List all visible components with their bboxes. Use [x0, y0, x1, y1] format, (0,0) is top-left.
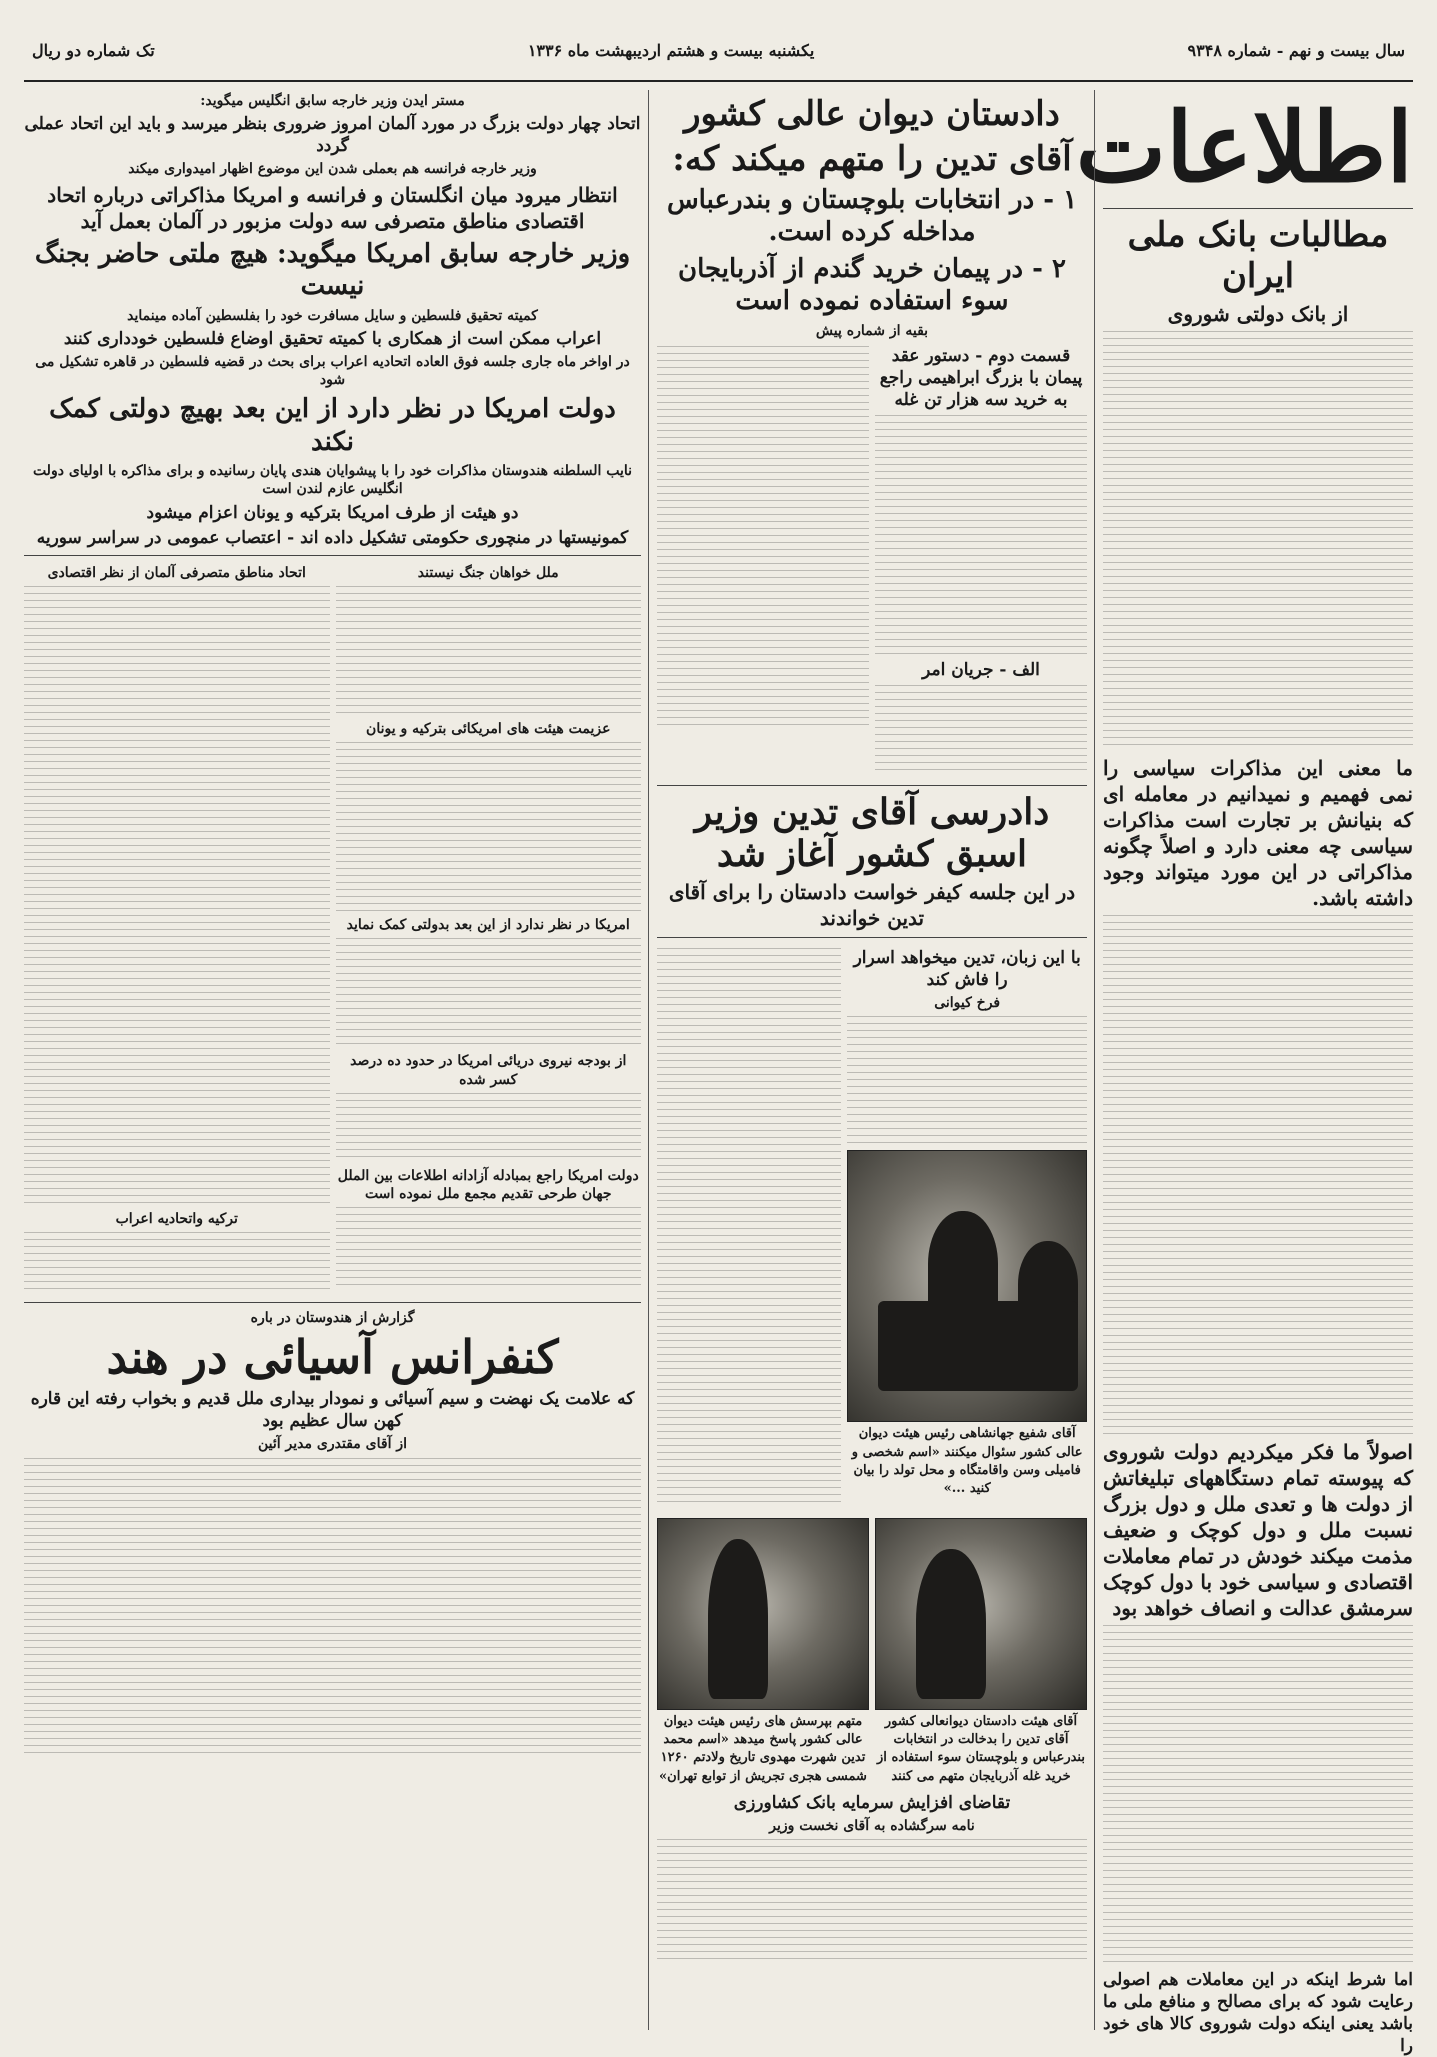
subhead-nations-war: ملل خواهان جنگ نیستند	[417, 564, 559, 581]
headline-missions: دو هیئت از طرف امریکا بترکیه و یونان اعزام میشود	[146, 502, 519, 523]
byline-keyvani: فرخ کیوانی	[934, 995, 1001, 1012]
subhead-course: الف - جریان امر	[922, 660, 1040, 681]
kicker-eden: مستر ایدن وزیر خارجه سابق انگلیس میگوید:	[200, 93, 465, 109]
continued-note: بقیه از شماره پیش	[815, 322, 929, 339]
price: تک شماره دو ریال	[32, 40, 155, 60]
subhead-india-viceroy: نایب السلطنه هندوستان مذاکرات خود را با پیشوایان هندی پایان رسانیده و برای مذاکره با اولیای دولت انگلیس عازم لندن است	[32, 463, 633, 498]
headline-trial-begins: دادرسی آقای تدین وزیر اسبق کشور آغاز شد	[694, 791, 1050, 875]
header-strip	[24, 20, 1413, 82]
photo-court-session	[847, 1150, 1087, 1422]
photo-prosecutor	[875, 1518, 1087, 1710]
headline-manchuria: کمونیستها در منچوری حکومتی تشکیل داده اند - اعتصاب عمومی در سراسر سوریه	[36, 527, 629, 548]
headline-economic-union: انتظار میرود میان انگلستان و فرانسه و امریکا مذاکراتی درباره اتحاد اقتصادی مناطق متصرفی سه دولت مزبور در آلمان بعمل آید	[47, 182, 618, 233]
left-column	[24, 90, 641, 2030]
body-text-block	[657, 948, 841, 1508]
headline-bank-claims: مطالبات بانک ملی ایران	[1127, 215, 1389, 296]
subhead-france: وزیر خارجه فرانسه هم بعملی شدن این موضوع اظهار امیدواری میکند	[128, 161, 537, 178]
headline-four-powers: اتحاد چهار دولت بزرگ در مورد آلمان امروز ضروری بنظر میرسد و باید این اتحاد عملی گردد	[24, 114, 641, 157]
charge-two: ۲ - در پیمان خرید گندم از آذربایجان سوء استفاده نموده است	[678, 253, 1066, 317]
body-text-block	[336, 742, 642, 912]
subhead-navy-budget: از بودجه نیروی دریائی امریکا در حدود ده درصد کسر شده	[350, 1053, 627, 1088]
masthead-title: اطلاعات	[1075, 91, 1413, 204]
caption-prosecutor: آقای هیئت دادستان دیوانعالی کشور آقای تدین را بدخالت در انتخابات بندرعباس و بلوچستان سوء استفاده از خرید غله آذربایجان متهم می کنند	[877, 1713, 1085, 1784]
subhead-missions: عزیمت هیئت های امریکائی بترکیه و یونان	[366, 720, 611, 737]
subhead-closing: اما شرط اینکه در این معاملات هم اصولی رعایت شود که برای مصالح و منافع ملی ما باشد یعنی اینکه دولت شوروی کالا های خود را	[1103, 1969, 1413, 2056]
body-text-block	[1103, 331, 1413, 751]
body-text-block	[1103, 1625, 1413, 1965]
subhead-no-aid: امریکا در نظر ندارد از این بعد بدولتی کمک نماید	[346, 917, 630, 934]
subhead-info-exchange: دولت امریکا راجع بمبادله آزادانه اطلاعات بین الملل جهان طرحی تقدیم مجمع ملل نموده است	[337, 1167, 639, 1202]
caption-defendant: متهم بپرسش های رئیس هیئت دیوان عالی کشور پاسخ میدهد «اسم محمد تدین شهرت مهدوی تاریخ ولادتم ۱۲۶۰ شمسی هجری تجریش از توابع تهران»	[659, 1713, 867, 1784]
subhead-open-letter: نامه سرگشاده به آقای نخست وزیر	[769, 1817, 975, 1834]
newspaper-page	[24, 20, 1413, 2056]
subhead-arab-league: در اواخر ماه جاری جلسه فوق العاده اتحادیه اعراب برای بحث در قضیه فلسطین در قاهره تشکیل می شود	[35, 353, 630, 389]
headline-bank-claims-sub: از بانک دولتی شوروی	[1167, 301, 1349, 326]
body-text-block	[336, 938, 642, 1048]
headline-us-aid: دولت امریکا در نظر دارد از این بعد بهیچ دولتی کمک نکند	[49, 394, 616, 457]
subhead-asian-awakening: که علامت یک نهضت و سیم آسیائی و نمودار بیداری ملل قدیم و بخواب رفته این قاره کهن سال عظیم بود	[30, 1389, 635, 1432]
headline-prosecutor: دادستان دیوان عالی کشور	[684, 94, 1060, 134]
body-text-block	[657, 346, 869, 726]
photo-defendant	[657, 1518, 869, 1710]
headline-trial-sub: در این جلسه کیفر خواست دادستان را برای آقای تدین خواندند	[668, 879, 1076, 930]
subhead-soviet-justice: اصولاً ما فکر میکردیم دولت شوروی که پیوسته تمام دستگاههای تبلیغاتش از دولت ها و تعدی ملل و دول بزرگ نسبت ملل و دول کوچک و ضعیف مذمت میکند خودش در تمام معاملات اقتصادی و سیاسی خود با دول کوچک سرمشق عدالت و انصاف خواهد بود	[1103, 1439, 1413, 1620]
subhead-turkey-arabs: ترکیه واتحادیه اعراب	[115, 1210, 238, 1227]
body-text-block	[336, 586, 642, 716]
caption-court-session: آقای شفیع جهانشاهی رئیس هیئت دیوان عالی کشور سئوال میکنند «اسم شخصی و فامیلی وسن واقامتگاه و محل تولد را بیان کنید ...»	[851, 1426, 1083, 1496]
body-text-block	[24, 586, 330, 1206]
body-text-block	[875, 415, 1087, 655]
kicker-india-report: گزارش از هندوستان در باره	[250, 1310, 415, 1327]
body-text-block	[875, 685, 1087, 775]
body-text-block	[24, 1232, 330, 1292]
subhead-secrets: با این زبان، تدین میخواهد اسرار را فاش کند	[853, 947, 1081, 991]
headline-prosecutor-sub: آقای تدین را متهم میکند که:	[672, 138, 1072, 179]
center-column	[657, 90, 1087, 2030]
body-text-block	[336, 1207, 642, 1287]
headline-asian-conference: کنفرانس آسیائی در هند	[106, 1330, 559, 1385]
issue-number: سال بیست و نهم - شماره ۹۳۴۸	[1187, 40, 1405, 60]
subhead-agri-bank: تقاضای افزایش سرمایه بانک کشاورزی	[733, 1792, 1011, 1813]
subhead-political-talks: ما معنی این مذاکرات سیاسی را نمی فهمیم و نمیدانیم در معامله ای که بنیانش بر تجارت است مذاکرات سیاسی چه معنی دارد و اصلاً چگونه مذاکراتی در این مورد میتواند وجود داشته باشد.	[1103, 755, 1413, 910]
subhead-palestine-committee: کمیته تحقیق فلسطین و سایل مسافرت خود را بفلسطین آماده مینماید	[127, 307, 538, 324]
subhead-part-two: قسمت دوم - دستور عقد پیمان با بزرگ ابراهیمی راجع به خرید سه هزار تن غله	[879, 345, 1083, 410]
issue-date: یکشنبه بیست و هشتم اردیبهشت ماه ۱۳۳۶	[527, 40, 815, 60]
right-column	[1075, 90, 1413, 2056]
headline-no-war: وزیر خارجه سابق امریکا میگوید: هیچ ملتی حاضر بجنگ نیست	[34, 238, 631, 302]
subhead-zones: اتحاد مناطق متصرفی آلمان از نظر اقتصادی	[47, 564, 306, 581]
body-text-block	[657, 1839, 1087, 1959]
body-text-block	[24, 1458, 641, 1758]
byline-moghtaderi: از آقای مقتدری مدیر آئین	[258, 1436, 407, 1453]
charge-one: ۱ - در انتخابات بلوچستان و بندرعباس مداخله کرده است.	[666, 184, 1078, 248]
body-text-block	[336, 1093, 642, 1163]
body-text-block	[1103, 915, 1413, 1435]
headline-arabs: اعراب ممکن است از همکاری با کمیته تحقیق اوضاع فلسطین خودداری کنند	[63, 328, 602, 349]
body-text-block	[847, 1016, 1087, 1146]
